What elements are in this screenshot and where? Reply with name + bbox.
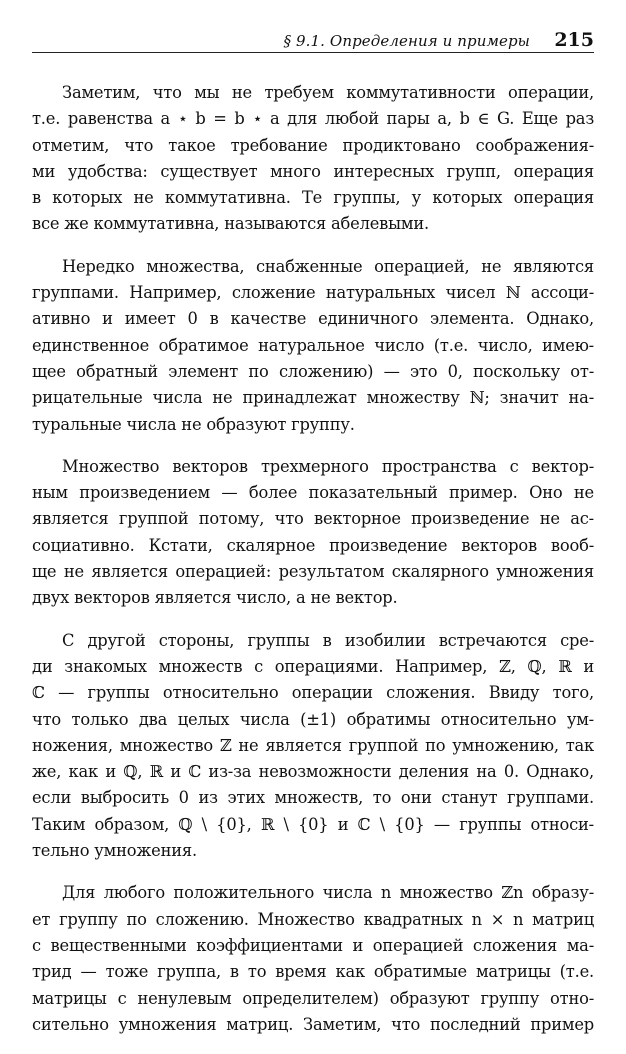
text-line: отметим, что такое требование продиктовано соображения- xyxy=(32,135,594,155)
text-line: рицательные числа не принадлежат множеству ℕ; значит на- xyxy=(32,388,594,408)
text-line: ди знакомых множеств с операциями. Например, ℤ, ℚ, ℝ и xyxy=(32,656,594,676)
text-line: Заметим, что мы не требуем коммутативности операции, xyxy=(62,83,594,102)
text-line: ще не является операцией: результатом скалярного умножения xyxy=(32,562,594,582)
text-line: Таким образом, ℚ \ {0}, ℝ \ {0} и ℂ \ {0} — группы относи- xyxy=(32,814,594,834)
paragraph-abelian xyxy=(32,80,594,238)
text-line: матрицы с ненулевым определителем) образуют группу отно- xyxy=(32,988,594,1008)
text-line: что только два целых числа (±1) обратимы относительно ум- xyxy=(32,709,594,729)
text-line: ативно и имеет 0 в качестве единичного элемента. Однако, xyxy=(32,309,594,329)
paragraph-vectors xyxy=(32,454,594,612)
text-line: если выбросить 0 из этих множеств, то они станут группами. xyxy=(32,788,594,808)
text-line: ми удобства: существует много интересных групп, операция xyxy=(32,161,594,181)
paragraph-matrices xyxy=(32,880,594,1038)
text-line: Нередко множества, снабженные операцией, не являются xyxy=(62,256,594,276)
text-line: является группой потому, что векторное произведение не ас- xyxy=(32,509,594,529)
page-number: 215 xyxy=(554,29,594,51)
text-line: С другой стороны, группы в изобилии встречаются сре- xyxy=(62,630,594,650)
body-text xyxy=(32,80,594,1054)
text-line: социативно. Кстати, скалярное произведение векторов вооб- xyxy=(32,535,594,555)
text-line: тельно умножения. xyxy=(32,841,197,861)
text-line: же, как и ℚ, ℝ и ℂ из-за невозможности деления на 0. Однако, xyxy=(32,762,594,782)
text-line: ным произведением — более показательный пример. Оно не xyxy=(32,483,594,503)
text-line: ножения, множество ℤ не является группой по умножению, так xyxy=(32,735,594,755)
text-line: группами. Например, сложение натуральных чисел ℕ ассоци- xyxy=(32,283,594,303)
text-line: ℂ — группы относительно операции сложения. Ввиду того, xyxy=(32,683,594,703)
text-line: щее обратный элемент по сложению) — это 0, поскольку от- xyxy=(32,361,594,381)
text-line: в которых не коммутативна. Те группы, у которых операция xyxy=(32,188,594,208)
text-line: Множество векторов трехмерного пространства с вектор- xyxy=(62,456,594,476)
text-line: с вещественными коэффициентами и операцией сложения ма- xyxy=(32,935,594,955)
header-rule xyxy=(32,52,594,53)
text-line: единственное обратимое натуральное число (т.е. число, имею- xyxy=(32,335,594,355)
text-line: двух векторов является число, а не вектор. xyxy=(32,588,398,608)
text-line: туральные числа не образуют группу. xyxy=(32,414,355,434)
text-line: Для любого положительного числа n множество ℤn образу- xyxy=(62,883,594,903)
paragraph-number-sets xyxy=(32,628,594,865)
text-line: все же коммутативна, называются абелевыми. xyxy=(32,214,429,234)
paragraph-naturals xyxy=(32,254,594,438)
text-line: трид — тоже группа, в то время как обратимые матрицы (т.е. xyxy=(32,962,594,982)
running-head xyxy=(32,26,594,54)
text-line: сительно умножения матриц. Заметим, что последний пример xyxy=(32,1014,594,1034)
text-line: ет группу по сложению. Множество квадратных n × n матриц xyxy=(32,909,594,929)
section-title: § 9.1. Определения и примеры xyxy=(283,32,530,50)
text-line: т.е. равенства a ⋆ b = b ⋆ a для любой пары a, b ∈ G. Еще раз xyxy=(32,109,594,129)
